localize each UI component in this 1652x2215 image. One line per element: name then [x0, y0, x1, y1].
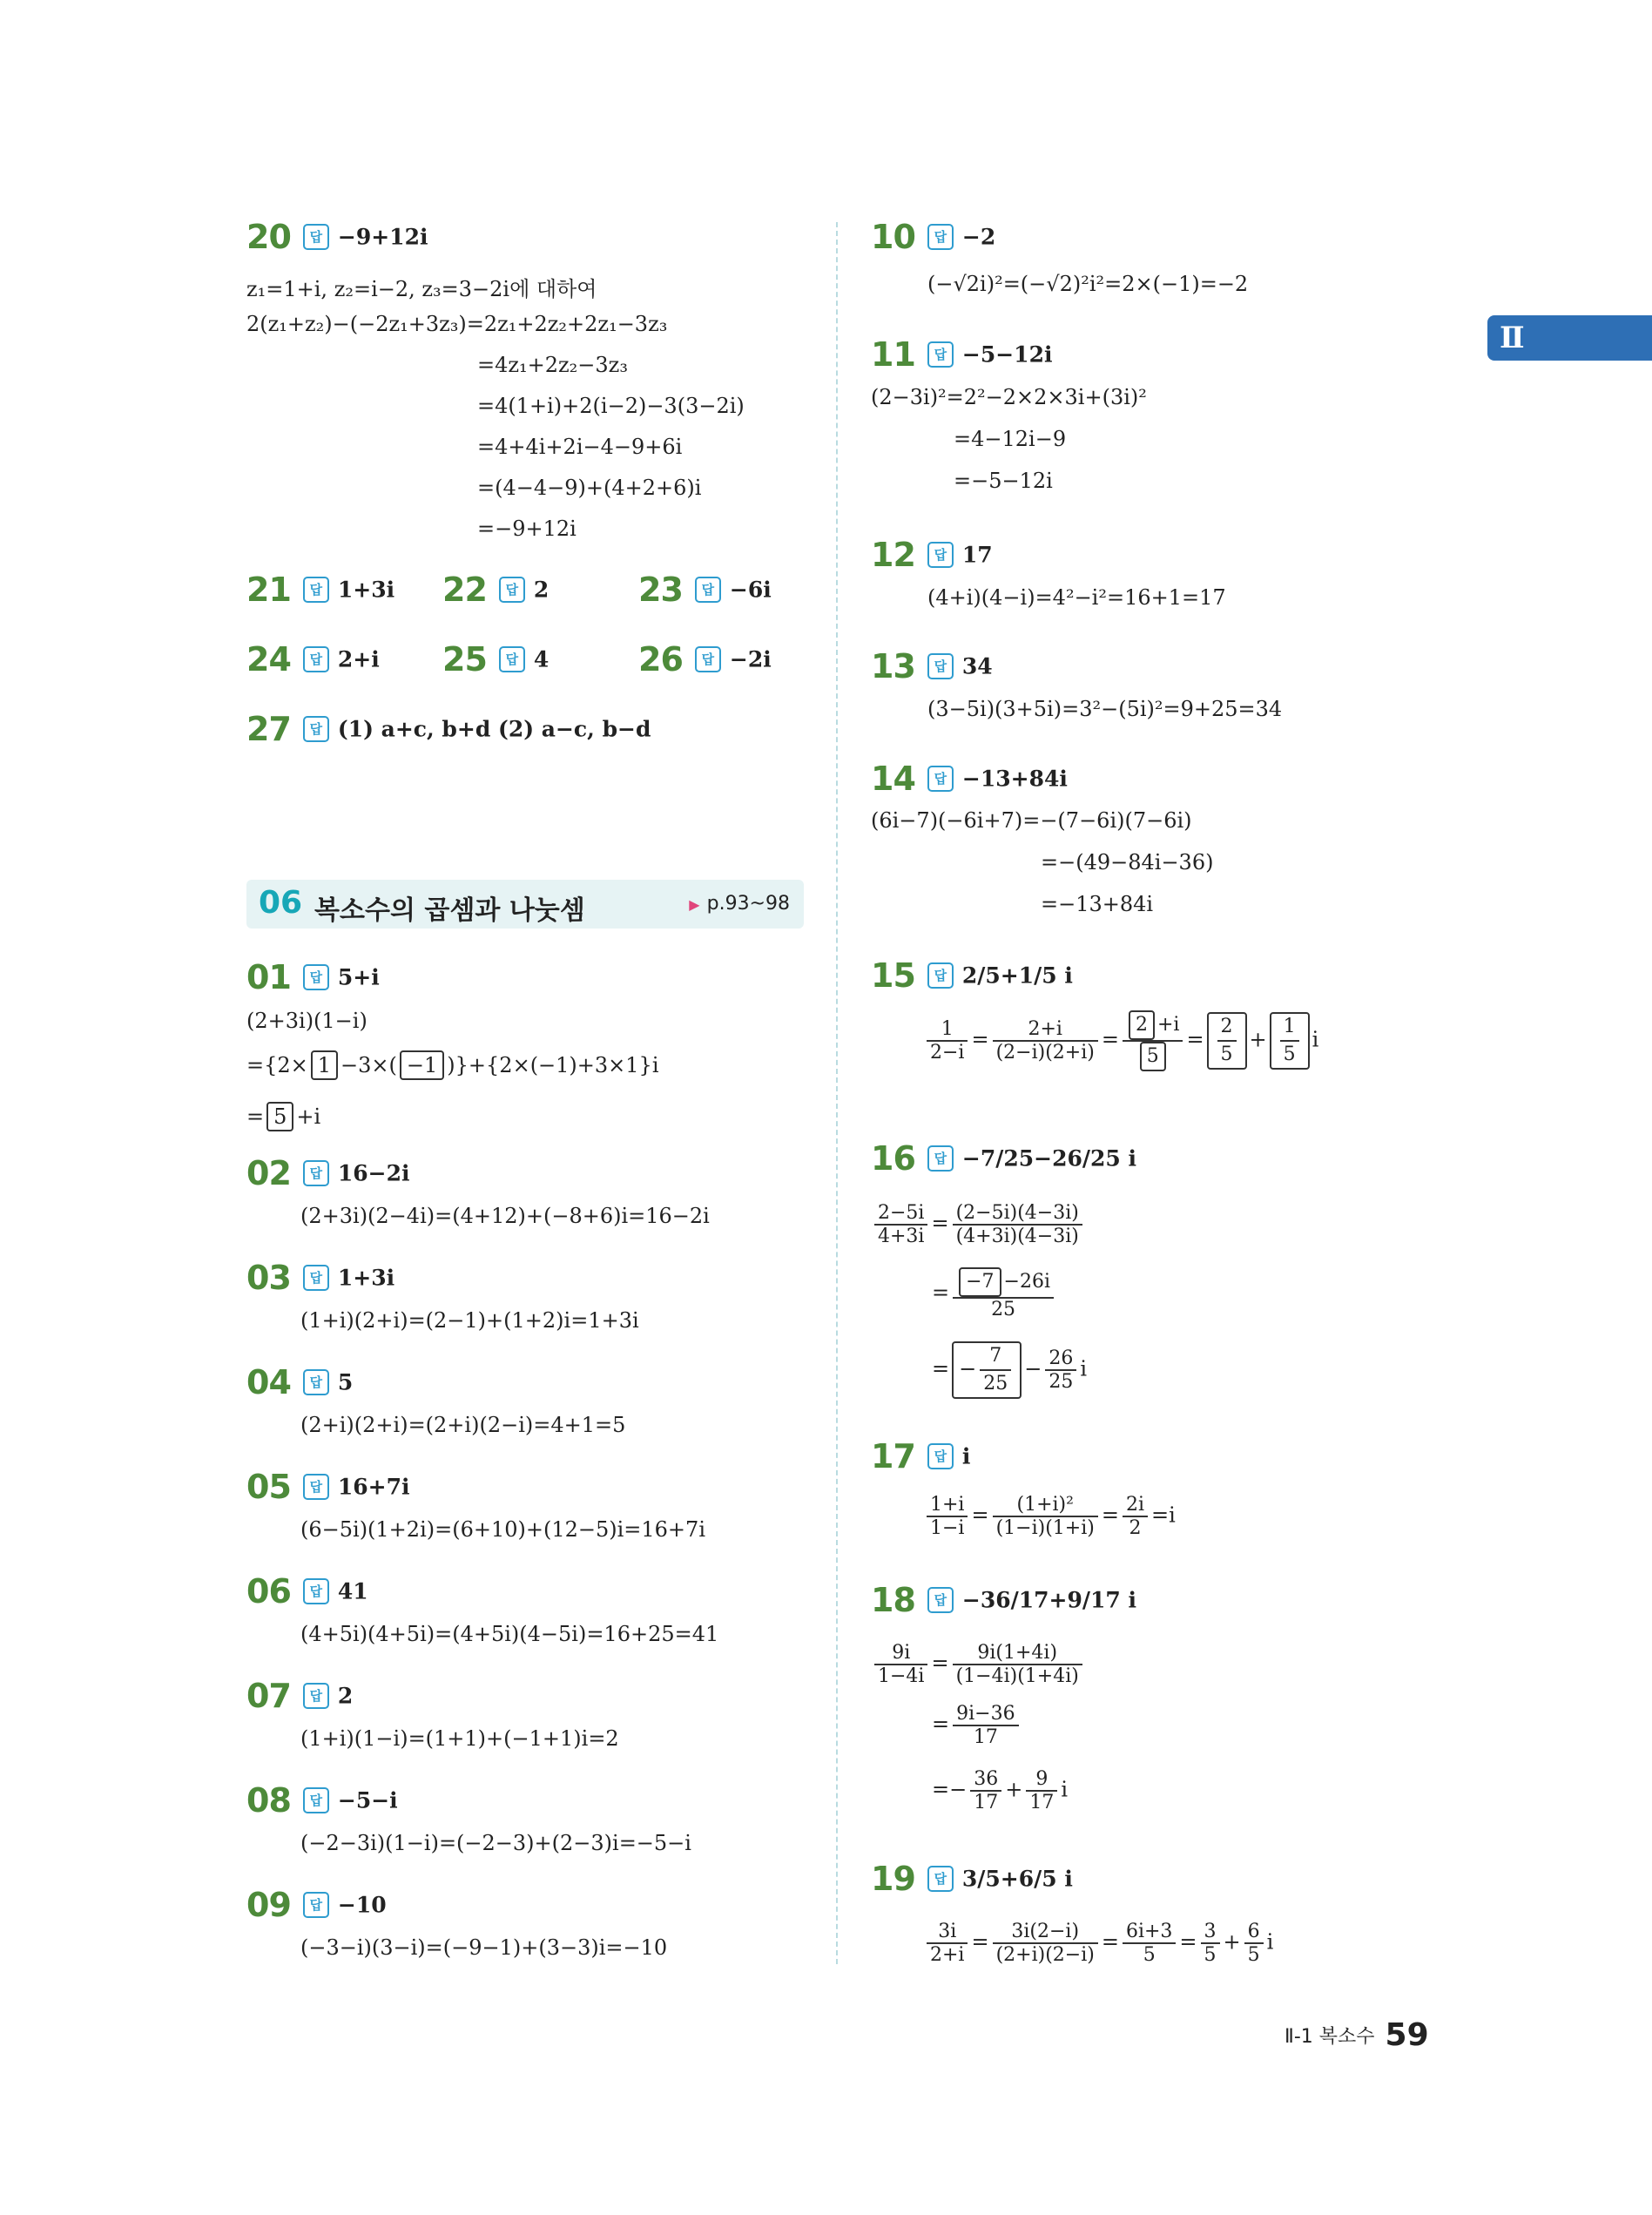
problem-09	[246, 1886, 387, 1924]
numerator: 1+i	[927, 1494, 968, 1517]
section-title: 복소수의 곱셈과 나눗셈	[314, 895, 585, 926]
chapter-tab-label: Ⅱ	[1500, 321, 1525, 355]
solution-line: =−13+84i	[1041, 892, 1154, 916]
text: i	[1061, 1777, 1069, 1802]
solution-line: (6−5i)(1+2i)=(6+10)+(12−5)i=16+7i	[300, 1517, 705, 1542]
answer: 2+i	[337, 646, 380, 672]
problem-number: 04	[246, 1363, 291, 1401]
problem-21	[246, 571, 394, 609]
problem-number: 14	[871, 760, 915, 798]
denominator: 2	[1129, 1517, 1142, 1539]
problem-22	[442, 571, 549, 609]
problem-11	[871, 335, 1052, 374]
answer-badge: 답	[927, 1587, 954, 1613]
answer: −2	[961, 224, 996, 250]
denominator: 5	[1247, 1944, 1260, 1966]
section-page-ref	[689, 893, 790, 915]
solution-line: = $\frac{-7 -26i}{25}$	[932, 1267, 1057, 1320]
problem-number: 27	[246, 710, 291, 748]
fraction	[1244, 1921, 1264, 1966]
fraction	[993, 1018, 1098, 1064]
problem-02	[246, 1154, 410, 1192]
page-number: 59	[1385, 2017, 1429, 2053]
answer: 17	[961, 542, 993, 568]
answer: 3/5+6/5 i	[961, 1866, 1073, 1892]
solution-line: (4+5i)(4+5i)=(4+5i)(4−5i)=16+25=41	[300, 1622, 719, 1646]
fraction	[953, 1267, 1054, 1320]
denominator: (2+i)(2−i)	[995, 1944, 1095, 1966]
solution-line: =4(1+i)+2(i−2)−3(3−2i)	[477, 394, 745, 418]
numerator	[1123, 1010, 1183, 1042]
answer-badge: 답	[303, 1265, 329, 1291]
solution-line	[246, 1050, 659, 1080]
problem-01	[246, 958, 380, 996]
problem-04	[246, 1363, 353, 1401]
denominator: 17	[974, 1792, 999, 1813]
text: i	[1266, 1929, 1274, 1955]
answer-badge: 답	[927, 1443, 954, 1469]
answer-badge: 답	[303, 646, 329, 672]
problem-number: 07	[246, 1677, 291, 1715]
denominator: 1−4i	[878, 1665, 925, 1687]
numerator: 26	[1045, 1347, 1076, 1371]
problem-07	[246, 1677, 353, 1715]
answer: −10	[337, 1892, 387, 1918]
solution-line: $\frac{9i}{1-4i}$ = $\frac{9i(1+4i)}{(1-4i)(1+4i)}$	[871, 1642, 1086, 1687]
answer: 16+7i	[337, 1474, 410, 1500]
denominator: 17	[973, 1726, 998, 1748]
answer-badge: 답	[927, 962, 954, 989]
problem-number: 02	[246, 1154, 291, 1192]
solution-line: (1+i)(1−i)=(1+1)+(−1+1)i=2	[300, 1726, 619, 1751]
numerator: 1	[927, 1018, 968, 1042]
numerator: 6	[1244, 1921, 1264, 1944]
problem-number: 22	[442, 571, 487, 609]
fraction	[927, 1921, 968, 1966]
answer-badge: 답	[303, 1787, 329, 1813]
denominator: 5	[1220, 1043, 1233, 1065]
problem-10	[871, 218, 995, 256]
problem-number: 11	[871, 335, 915, 374]
numerator: 9	[1026, 1768, 1057, 1792]
numerator: 9i	[874, 1642, 927, 1665]
answer: 41	[337, 1578, 368, 1604]
answer: 2	[337, 1683, 354, 1709]
solution-line: (2+3i)(1−i)	[246, 1009, 367, 1033]
fraction	[1201, 1921, 1220, 1966]
problem-number: 25	[442, 640, 487, 679]
denominator: 25	[991, 1299, 1016, 1320]
page-footer	[1285, 2017, 1429, 2053]
problem-number: 19	[871, 1860, 915, 1898]
numerator: 9i−36	[953, 1703, 1018, 1726]
answer: 4	[533, 646, 550, 672]
problem-number: 10	[871, 218, 915, 256]
problem-number: 13	[871, 647, 915, 685]
numerator	[953, 1267, 1054, 1299]
triangle-icon: ▶	[689, 896, 700, 913]
numerator: 2+i	[993, 1018, 1098, 1042]
fraction	[993, 1494, 1098, 1539]
solution-line: =(4−4−9)+(4+2+6)i	[477, 476, 702, 500]
answer: 5	[337, 1369, 354, 1395]
column-divider	[836, 222, 838, 1964]
answer-badge: 답	[303, 1683, 329, 1709]
text: +i	[1156, 1014, 1180, 1036]
text: i	[1080, 1356, 1088, 1381]
blank-box: 2	[1129, 1010, 1155, 1040]
problem-05	[246, 1468, 410, 1506]
problem-number: 24	[246, 640, 291, 679]
fraction	[953, 1642, 1082, 1687]
fraction	[970, 1768, 1001, 1813]
problem-20	[246, 218, 428, 256]
fraction	[953, 1703, 1018, 1748]
answer: −5−i	[337, 1787, 398, 1813]
fraction	[927, 1018, 968, 1064]
solution-line: =−(49−84i−36)	[1041, 850, 1214, 875]
solution-line: (2+3i)(2−4i)=(4+12)+(−8+6)i=16−2i	[300, 1204, 710, 1228]
denominator: (1−i)(1+i)	[995, 1517, 1095, 1539]
answer: 16−2i	[337, 1160, 410, 1186]
fraction	[1026, 1768, 1057, 1813]
text: =	[246, 1104, 265, 1129]
solution-line: =4z₁+2z₂−3z₃	[477, 353, 628, 377]
numerator: 1	[1280, 1014, 1299, 1042]
denominator: 5	[1283, 1043, 1296, 1065]
denominator: 2+i	[930, 1944, 965, 1966]
answer: 1+3i	[337, 1265, 395, 1291]
answer: −7/25−26/25 i	[961, 1145, 1137, 1172]
fraction	[1123, 1921, 1176, 1966]
answer: −13+84i	[961, 766, 1068, 792]
problem-03	[246, 1259, 394, 1297]
answer-badge: 답	[303, 224, 329, 250]
denominator	[1123, 1042, 1183, 1071]
answer-badge: 답	[303, 964, 329, 990]
section-pages: p.93~98	[706, 893, 790, 915]
denominator: (1−4i)(1+4i)	[955, 1665, 1079, 1687]
problem-number: 15	[871, 956, 915, 995]
blank-box: 5	[1140, 1042, 1166, 1071]
answer-badge: 답	[499, 577, 525, 603]
solution-line: z₁=1+i, z₂=i−2, z₃=3−2i에 대하여	[246, 277, 597, 301]
solution-line: (−2−3i)(1−i)=(−2−3)+(2−3)i=−5−i	[300, 1831, 691, 1855]
problem-16	[871, 1139, 1136, 1178]
text: −26i	[1003, 1271, 1051, 1293]
answer: 2/5+1/5 i	[961, 962, 1073, 989]
answer-badge: 답	[927, 542, 954, 568]
answer: −5−12i	[961, 341, 1053, 368]
problem-25	[442, 640, 549, 679]
answer-badge: 답	[927, 1145, 954, 1172]
numerator: 9i(1+4i)	[953, 1642, 1082, 1665]
answer-badge: 답	[695, 577, 721, 603]
solution-line: = $\frac{9i-36}{17}$	[932, 1703, 1022, 1748]
problem-number: 20	[246, 218, 291, 256]
problem-number: 06	[246, 1572, 291, 1611]
numerator: 2i	[1123, 1494, 1148, 1517]
solution-line: $\frac{1+i}{1-i}$ = $\frac{\text{(1+i)²}}{(1-i)(1+i)}$ = $\frac{2i}{2}$ =i	[923, 1494, 1176, 1539]
text: =i	[1151, 1503, 1176, 1528]
answer: 5+i	[337, 964, 380, 990]
numerator: 7	[980, 1343, 1011, 1371]
solution-line: =−9+12i	[477, 517, 577, 541]
fraction	[927, 1494, 968, 1539]
problem-number: 18	[871, 1581, 915, 1619]
answer-badge: 답	[927, 341, 954, 368]
answer: i	[961, 1443, 971, 1469]
answer-badge: 답	[303, 716, 329, 742]
blank-box: 5	[266, 1102, 293, 1131]
fraction	[874, 1202, 927, 1247]
answer-badge: 답	[303, 1578, 329, 1604]
answer-badge: 답	[927, 1866, 954, 1892]
fraction	[1280, 1014, 1299, 1068]
solution-line: (3−5i)(3+5i)=3²−(5i)²=9+25=34	[927, 697, 1283, 721]
problem-27	[246, 710, 651, 748]
solution-line: (1+i)(2+i)=(2−1)+(1+2)i=1+3i	[300, 1308, 639, 1333]
blank-box	[1207, 1012, 1247, 1070]
problem-number: 23	[638, 571, 683, 609]
section-number: 06	[259, 885, 303, 921]
problem-23	[638, 571, 772, 609]
denominator: 25	[983, 1373, 1008, 1395]
numerator: 3	[1201, 1921, 1220, 1944]
solution-line: $\frac{2-5i}{4+3i}$ = $\frac{(2-5i)(4-3i)}{(4+3i)(4-3i)}$	[871, 1202, 1086, 1247]
problem-number: 16	[871, 1139, 915, 1178]
solution-line: = − $\frac{7}{25}$ − $\frac{26}{25}$ i	[932, 1341, 1087, 1399]
fraction	[1123, 1010, 1183, 1071]
solution-line: $\frac{1}{2-i}$ = $\frac{2+i}{(2-i)(2+i)}$ = $\frac{2 +i}{5}$ = $\frac{2}{5}$ + $\frac{1}{5}$ i	[923, 1010, 1318, 1071]
answer-badge: 답	[303, 1369, 329, 1395]
answer: −6i	[729, 577, 772, 603]
text: +i	[296, 1104, 321, 1129]
numerator: 36	[970, 1768, 1001, 1792]
fraction	[874, 1642, 927, 1687]
fraction	[953, 1202, 1082, 1247]
denominator: 5	[1143, 1944, 1156, 1966]
solution-line: (2+i)(2+i)=(2+i)(2−i)=4+1=5	[300, 1413, 626, 1437]
solution-line: $\frac{3i}{2+i}$ = $\frac{3i(2-i)}{(2+i)(2-i)}$ = $\frac{6i+3}{5}$ = $\frac{3}{5}$ + $\frac{6}{5}$ i	[923, 1921, 1273, 1966]
problem-08	[246, 1781, 398, 1820]
problem-19	[871, 1860, 1073, 1898]
denominator: 1−i	[930, 1517, 965, 1539]
blank-box: −7	[959, 1267, 1001, 1297]
denominator: 5	[1204, 1944, 1217, 1966]
solution-line: =4+4i+2i−4−9+6i	[477, 435, 683, 459]
fraction	[1123, 1494, 1148, 1539]
blank-box: −1	[400, 1050, 444, 1080]
text: −3×(	[341, 1053, 397, 1077]
problem-06	[246, 1572, 368, 1611]
answer: 1+3i	[337, 577, 395, 603]
solution-line: (−√2i)²=(−√2)²i²=2×(−1)=−2	[927, 272, 1249, 296]
solution-line: =−5−12i	[954, 469, 1053, 493]
fraction	[1217, 1014, 1237, 1068]
solution-line: (6i−7)(−6i+7)=−(7−6i)(7−6i)	[871, 808, 1192, 833]
section-header	[246, 880, 804, 929]
solution-line	[246, 1102, 320, 1131]
answer-badge: 답	[303, 577, 329, 603]
text: ={2×	[246, 1053, 308, 1077]
answer: −9+12i	[337, 224, 428, 250]
denominator: 25	[1049, 1371, 1074, 1393]
problem-number: 09	[246, 1886, 291, 1924]
numerator: 2−5i	[874, 1202, 927, 1226]
problem-number: 01	[246, 958, 291, 996]
problem-number: 08	[246, 1781, 291, 1820]
answer-badge: 답	[303, 1160, 329, 1186]
answer-badge: 답	[927, 766, 954, 792]
solution-line: =4−12i−9	[954, 427, 1067, 451]
solution-line: =− $\frac{36}{17}$ + $\frac{9}{17}$ i	[932, 1768, 1069, 1813]
denominator: 4+3i	[878, 1226, 925, 1247]
denominator: 2−i	[930, 1042, 965, 1064]
solution-line: (2−3i)²=2²−2×2×3i+(3i)²	[871, 385, 1147, 409]
denominator: (2−i)(2+i)	[995, 1042, 1095, 1064]
problem-number: 05	[246, 1468, 291, 1506]
solution-line: 2(z₁+z₂)−(−2z₁+3z₃)=2z₁+2z₂+2z₁−3z₃	[246, 312, 668, 336]
problem-number: 03	[246, 1259, 291, 1297]
answer-badge: 답	[499, 646, 525, 672]
footer-label: Ⅱ-1 복소수	[1285, 2026, 1375, 2048]
problem-number: 26	[638, 640, 683, 679]
solution-line: (−3−i)(3−i)=(−9−1)+(3−3)i=−10	[300, 1935, 668, 1960]
denominator: 17	[1029, 1792, 1055, 1813]
blank-box: − $\frac{7}{25}$	[952, 1341, 1022, 1399]
numerator: (1+i)²	[993, 1494, 1098, 1517]
fraction	[1045, 1347, 1076, 1393]
solution-line: (4+i)(4−i)=4²−i²=16+1=17	[927, 585, 1226, 610]
answer: −2i	[729, 646, 772, 672]
answer-badge: 답	[927, 224, 954, 250]
answer-badge: 답	[303, 1474, 329, 1500]
answer: (1) a+c, b+d (2) a−c, b−d	[337, 716, 651, 742]
numerator: 3i(2−i)	[993, 1921, 1098, 1944]
numerator: (2−5i)(4−3i)	[953, 1202, 1082, 1226]
denominator: (4+3i)(4−3i)	[955, 1226, 1079, 1247]
problem-17	[871, 1437, 970, 1476]
text: )}+{2×(−1)+3×1}i	[447, 1053, 659, 1077]
answer-badge: 답	[695, 646, 721, 672]
problem-number: 21	[246, 571, 291, 609]
blank-box	[1270, 1012, 1310, 1070]
answer: 34	[961, 653, 993, 679]
answer: −36/17+9/17 i	[961, 1587, 1137, 1613]
text: i	[1311, 1027, 1319, 1052]
blank-box: 1	[311, 1050, 338, 1080]
problem-15	[871, 956, 1073, 995]
numerator: 2	[1217, 1014, 1237, 1042]
numerator: 6i+3	[1123, 1921, 1176, 1944]
fraction	[980, 1343, 1011, 1397]
problem-26	[638, 640, 772, 679]
chapter-tab	[1487, 315, 1652, 361]
problem-13	[871, 647, 993, 685]
problem-24	[246, 640, 380, 679]
numerator: 3i	[927, 1921, 968, 1944]
problem-number: 17	[871, 1437, 915, 1476]
answer: 2	[533, 577, 550, 603]
problem-number: 12	[871, 536, 915, 574]
answer-badge: 답	[303, 1892, 329, 1918]
fraction	[993, 1921, 1098, 1966]
problem-12	[871, 536, 993, 574]
answer-badge: 답	[927, 653, 954, 679]
problem-14	[871, 760, 1068, 798]
problem-18	[871, 1581, 1136, 1619]
